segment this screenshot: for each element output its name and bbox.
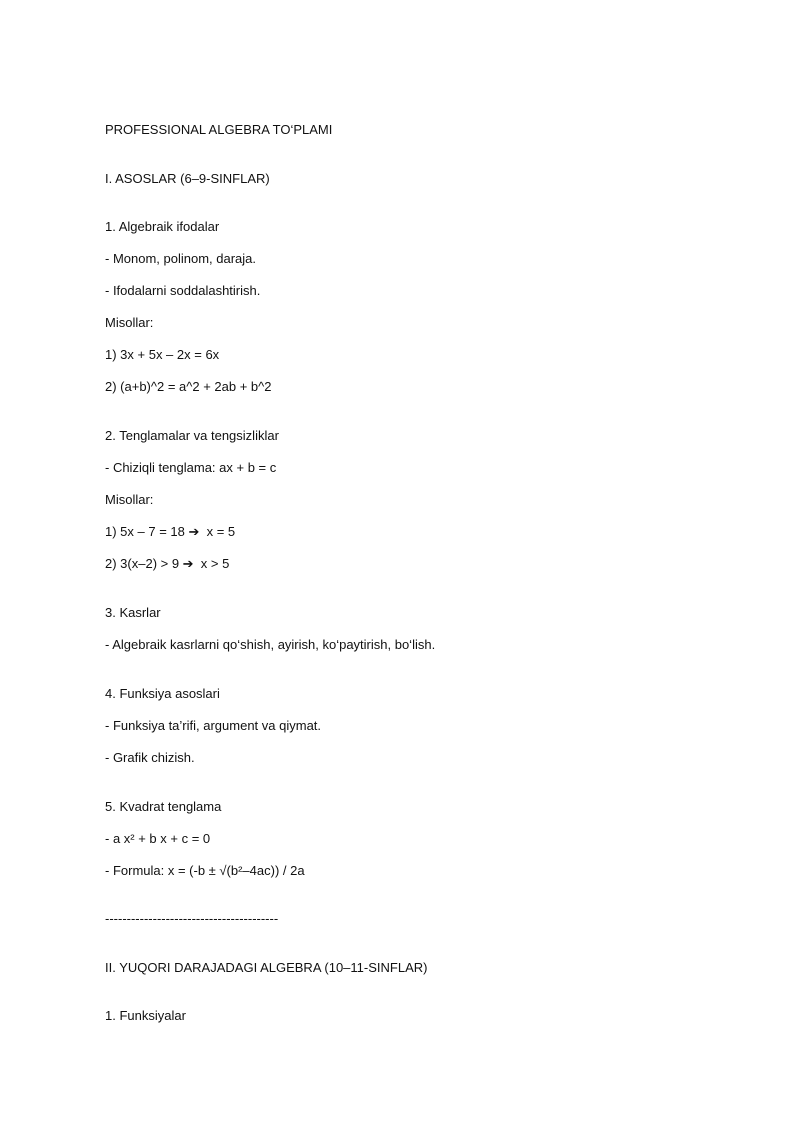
section-heading: II. YUQORI DARAJADAGI ALGEBRA (10–11-SINFLAR)	[105, 960, 428, 975]
example-item: 1) 3x + 5x – 2x = 6x	[105, 347, 220, 362]
list-item: - Formula: x = (-b ± √(b²–4ac)) / 2a	[105, 863, 305, 878]
topic-heading: 1. Algebraik ifodalar	[105, 219, 220, 234]
topic-heading: 4. Funksiya asoslari	[105, 686, 220, 701]
list-item: - Funksiya ta’rifi, argument va qiymat.	[105, 718, 322, 733]
topic-heading: 3. Kasrlar	[105, 605, 161, 620]
list-item: - Ifodalarni soddalashtirish.	[105, 283, 261, 298]
list-item: - Monom, polinom, daraja.	[105, 251, 257, 266]
topic-heading: 1. Funksiyalar	[105, 1008, 186, 1023]
topic-heading: 5. Kvadrat tenglama	[105, 799, 222, 814]
list-item: - Algebraik kasrlarni qo‘shish, ayirish, ko‘paytirish, bo‘lish.	[105, 637, 436, 652]
document-title: PROFESSIONAL ALGEBRA TO‘PLAMI	[105, 122, 333, 137]
list-item: - Grafik chizish.	[105, 750, 195, 765]
example-item: 2) 3(x–2) > 9 ➔ x > 5	[105, 556, 230, 571]
list-item: - Chiziqli tenglama: ax + b = c	[105, 460, 277, 475]
list-item: - a x² + b x + c = 0	[105, 831, 211, 846]
divider: ----------------------------------------	[105, 911, 279, 926]
examples-label: Misollar:	[105, 315, 154, 330]
examples-label: Misollar:	[105, 492, 154, 507]
example-item: 2) (a+b)^2 = a^2 + 2ab + b^2	[105, 379, 272, 394]
example-item: 1) 5x – 7 = 18 ➔ x = 5	[105, 524, 236, 539]
topic-heading: 2. Tenglamalar va tengsizliklar	[105, 428, 279, 443]
section-heading: I. ASOSLAR (6–9-SINFLAR)	[105, 171, 270, 186]
